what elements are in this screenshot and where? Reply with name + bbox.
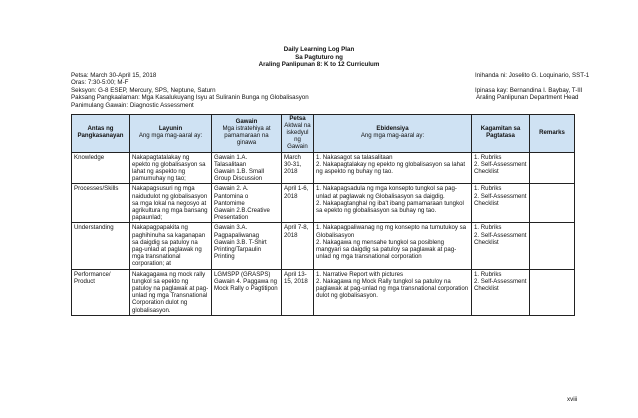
cell-petsa: April 1-6, 2018 — [282, 184, 314, 223]
cell-ebidensiya: 1. Nakasagot sa talasalitaan 2. Nakapagtalakay ng epekto ng globalisasyon sa lahat ng aspekto ng buhay ng tao. — [314, 152, 472, 184]
header-antas: Antas ng Pangkasanayan — [72, 115, 130, 153]
cell-petsa: April 13-15, 2018 — [282, 269, 314, 315]
cell-kagamitan: 1. Rubriks 2. Self-Assessment Checklist — [472, 269, 530, 315]
cell-layunin: Nakagagawa ng mock rally tungkol sa epekto ng patuloy na paglawak at pag-unlad ng mga Transnational Corporation dulot ng globalisasyon. — [130, 269, 212, 315]
cell-layunin: Nakapagtatalakay ng epekto ng globalisasyon sa lahat ng aspekto ng pamumuhay ng tao; — [130, 152, 212, 184]
table-row — [72, 152, 575, 184]
cell-remarks — [530, 223, 575, 269]
cell-petsa: March 30-31, 2018 — [282, 152, 314, 184]
cell-kagamitan: 1. Rubriks 2. Self-Assessment Checklist — [472, 223, 530, 269]
table-row — [72, 184, 575, 223]
document-title: Daily Learning Log Plan — [283, 46, 355, 53]
cell-remarks — [530, 269, 575, 315]
inihanda-text: Inihanda ni: Joselito G. Loquinario, SST-1 — [475, 72, 590, 79]
department-text: Araling Panlipunan Department Head — [476, 94, 579, 102]
cell-ebidensiya: 1. Nakapagsadula ng mga konsepto tungkol sa pag-unlad at paglawak ng Globalisasyon sa daigdig. 2. Nakapagtanghal ng iba't ibang pamamaraan tungkol sa epekto ng globalisasyon sa buhay ng tao. — [314, 184, 472, 223]
document-title-block — [0, 46, 638, 69]
learning-log-table — [71, 114, 575, 316]
table-row — [72, 269, 575, 315]
table-header-row — [72, 115, 575, 153]
cell-gawain: LGMSPP (GRASPS) Gawain 4. Paggawa ng Mock Rally o Pagtitipon — [212, 269, 282, 315]
petsa-text: Petsa: March 30-April 15, 2018 — [71, 72, 157, 79]
cell-layunin: Nakapagsusuri ng mga naidudulot ng globalisasyon sa mga lokal na negosyo at agrikultura ng mga bansang papaunlad; — [130, 184, 212, 223]
header-ebidensiya: Ebidensiya Ang mga mag-aaral ay: — [314, 115, 472, 153]
header-kagamitan: Kagamitan sa Pagtatasa — [472, 115, 530, 153]
cell-gawain: Gawain 1.A. Talasalitaan Gawain 1.B. Small Group Discussion — [212, 152, 282, 184]
course-title: Araling Panlipunan 8: K to 12 Curriculum — [258, 61, 380, 68]
cell-ebidensiya: 1. Nakapagpaliwanag ng mg konsepto na tumutukoy sa Globalisasyon 2. Nakagawa ng mensahe tungkol sa posibleng mangyari sa daigdig sa patuloy sa paglawak at pag-unlad ng mga transnational corporation — [314, 223, 472, 269]
paksa-text: Paksang Pangkaalaman: Mga Kasalukuyang Isyu at Suliranin Bunga ng Globalisasyon — [71, 94, 309, 102]
header-gawain: Gawain Mga istratehiya at pamamaraan na ginawa — [212, 115, 282, 153]
meta-row-4 — [71, 94, 579, 102]
table-row — [72, 223, 575, 269]
cell-gawain: Gawain 3.A. Pagpapaliwanag Gawain 3.B. T-Shirt Printing/Tarpaulin Printing — [212, 223, 282, 269]
cell-gawain: Gawain 2. A. Pantomina o Pantomime Gawain 2.B.Creative Presentation — [212, 184, 282, 223]
meta-row-2 — [71, 79, 571, 86]
cell-kagamitan: 1. Rubriks 2. Self-Assessment Checklist — [472, 184, 530, 223]
seksyon-text: Seksyon: G-8 ESEP, Mercury, SPS, Neptune, Saturn — [71, 86, 216, 94]
cell-ebidensiya: 1. Narrative Report with pictures 2. Nakagawa ng Mock Rally tungkol sa patuloy na paglawak at pag-unlad ng mga transnational corporation dulot ng globalisasyon. — [314, 269, 472, 315]
cell-kagamitan: 1. Rubriks 2. Self-Assessment Checklist — [472, 152, 530, 184]
meta-row-5 — [71, 102, 571, 109]
panimulang-text: Panimulang Gawain: Diagnostic Assessment — [71, 101, 194, 109]
cell-antas: Processes/Skills — [72, 184, 130, 223]
header-remarks: Remarks — [530, 115, 575, 153]
cell-remarks — [530, 184, 575, 223]
cell-antas: Understanding — [72, 223, 130, 269]
header-petsa: Petsa Aktwal na iskedyul ng Gawain — [282, 115, 314, 153]
meta-block — [71, 72, 590, 109]
oras-text: Oras: 7:30-5:00; M-F — [71, 79, 129, 87]
cell-remarks — [530, 152, 575, 184]
meta-row-1 — [71, 72, 590, 79]
cell-antas: Performance/ Product — [72, 269, 130, 315]
cell-petsa: April 7-8, 2018 — [282, 223, 314, 269]
meta-row-3 — [71, 86, 583, 94]
document-subtitle: Sa Pagtuturo ng — [295, 53, 343, 61]
ipinasa-text: Ipinasa kay: Bernandina I. Baybay, T-III — [475, 86, 583, 94]
page-number: xviii — [567, 396, 578, 403]
header-layunin: Layunin Ang mga mag-aaral ay: — [130, 115, 212, 153]
cell-layunin: Nakapagpapakita ng paghihinuha sa kaganapan sa daigdig sa patuloy na pag-unlad at paglawak ng mga transnational corporation; at — [130, 223, 212, 269]
cell-antas: Knowledge — [72, 152, 130, 184]
